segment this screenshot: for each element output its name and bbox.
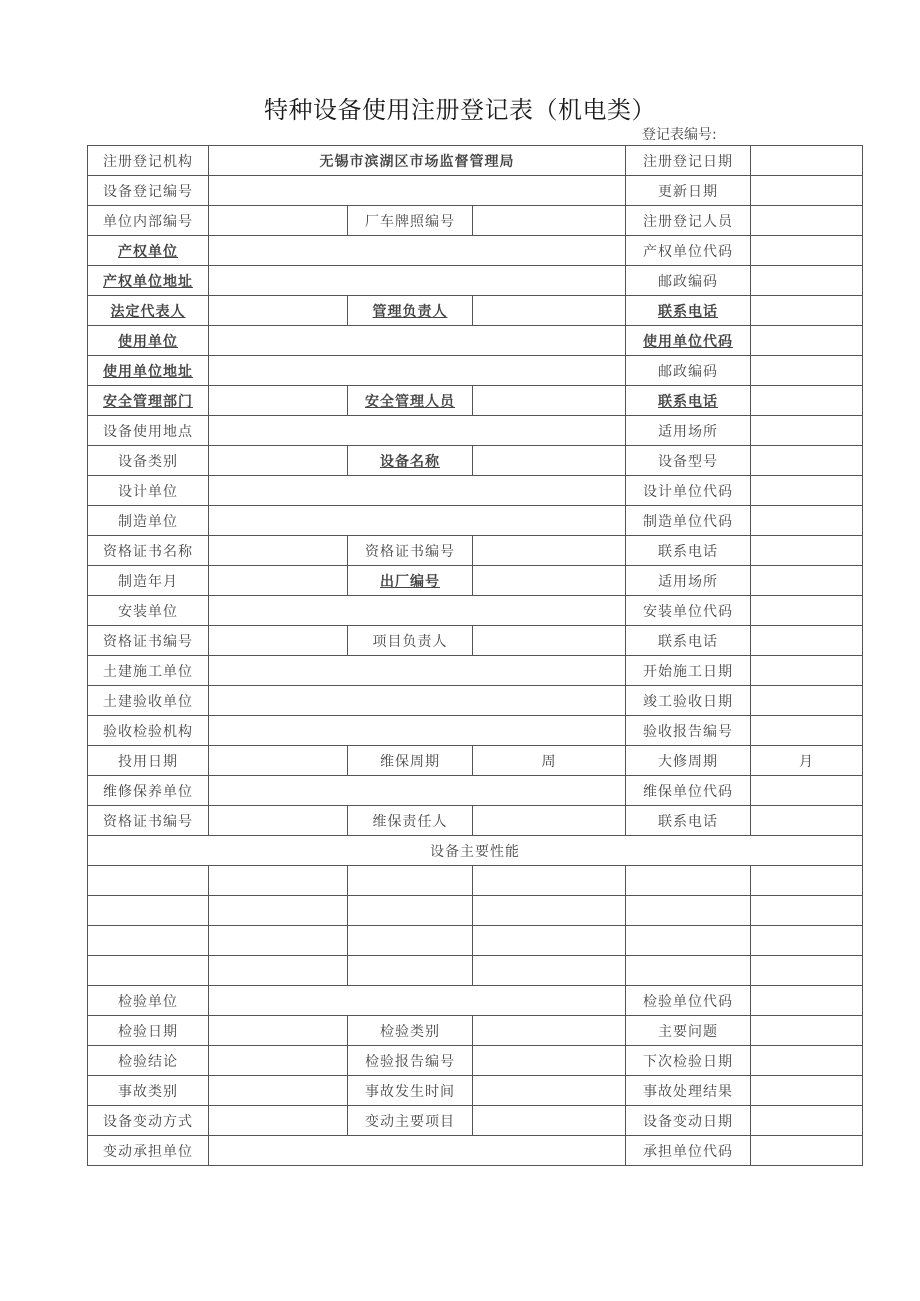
field-value-cell[interactable] <box>209 536 348 566</box>
table-row <box>88 656 863 686</box>
performance-row <box>88 866 863 896</box>
field-label: 开始施工日期 <box>626 656 751 686</box>
field-value-cell[interactable] <box>209 446 348 476</box>
field-label: 安装单位 <box>88 596 209 626</box>
field-value-cell[interactable] <box>751 716 863 746</box>
field-label: 出厂编号 <box>348 566 473 596</box>
field-label: 维保责任人 <box>348 806 473 836</box>
table-row <box>88 206 863 236</box>
field-value-cell[interactable] <box>751 1136 863 1166</box>
blank-cell[interactable] <box>88 866 209 896</box>
field-value-cell[interactable] <box>751 206 863 236</box>
form-title: 特种设备使用注册登记表（机电类） <box>264 96 656 124</box>
field-label: 设备名称 <box>348 446 473 476</box>
table-row <box>88 746 863 776</box>
field-value-cell[interactable] <box>473 536 626 566</box>
field-value-cell[interactable] <box>209 686 626 716</box>
table-row <box>88 1046 863 1076</box>
field-label: 设计单位代码 <box>626 476 751 506</box>
field-label: 设备变动方式 <box>88 1106 209 1136</box>
field-value-cell[interactable] <box>473 1046 626 1076</box>
field-label: 维保周期 <box>348 746 473 776</box>
blank-cell[interactable] <box>88 926 209 956</box>
field-value-cell[interactable] <box>209 1076 348 1106</box>
field-value-cell[interactable] <box>209 806 348 836</box>
field-label: 联系电话 <box>626 626 751 656</box>
field-label: 检验单位代码 <box>626 986 751 1016</box>
register-number-label: 登记表编号: <box>642 127 717 143</box>
field-value-cell[interactable] <box>751 356 863 386</box>
blank-cell[interactable] <box>473 866 626 896</box>
field-value-cell[interactable] <box>751 176 863 206</box>
field-label: 检验日期 <box>88 1016 209 1046</box>
table-row <box>88 716 863 746</box>
field-value-cell[interactable] <box>209 506 626 536</box>
table-row <box>88 416 863 446</box>
field-value-cell[interactable] <box>209 596 626 626</box>
field-value-cell[interactable] <box>751 416 863 446</box>
blank-cell[interactable] <box>751 926 863 956</box>
field-label: 联系电话 <box>626 536 751 566</box>
table-row <box>88 1016 863 1046</box>
field-value-cell[interactable] <box>209 1136 626 1166</box>
blank-cell[interactable] <box>751 896 863 926</box>
field-value-cell[interactable] <box>751 536 863 566</box>
table-row <box>88 356 863 386</box>
field-value-cell[interactable] <box>209 776 626 806</box>
field-value-cell[interactable] <box>209 416 626 446</box>
field-value-cell[interactable] <box>751 626 863 656</box>
field-value-cell[interactable] <box>751 686 863 716</box>
field-value-cell[interactable] <box>209 986 626 1016</box>
field-label: 投用日期 <box>88 746 209 776</box>
field-label: 管理负责人 <box>348 296 473 326</box>
table-row <box>88 326 863 356</box>
field-label: 变动承担单位 <box>88 1136 209 1166</box>
field-label: 产权单位地址 <box>88 266 209 296</box>
field-label: 验收报告编号 <box>626 716 751 746</box>
blank-cell[interactable] <box>88 896 209 926</box>
overhaul-cycle-unit[interactable]: 月 <box>751 746 863 776</box>
field-value-cell[interactable] <box>751 806 863 836</box>
blank-cell[interactable] <box>751 866 863 896</box>
field-label: 主要问题 <box>626 1016 751 1046</box>
blank-cell[interactable] <box>473 896 626 926</box>
field-value-cell[interactable] <box>751 236 863 266</box>
field-label: 事故处理结果 <box>626 1076 751 1106</box>
performance-section-header: 设备主要性能 <box>88 836 863 866</box>
blank-cell[interactable] <box>751 956 863 986</box>
field-value-cell[interactable] <box>473 806 626 836</box>
table-row <box>88 1106 863 1136</box>
blank-cell[interactable] <box>209 896 348 926</box>
field-value-cell[interactable] <box>751 476 863 506</box>
field-value-cell[interactable] <box>209 476 626 506</box>
field-value-cell[interactable] <box>751 776 863 806</box>
field-value-cell[interactable] <box>751 596 863 626</box>
field-label: 安全管理人员 <box>348 386 473 416</box>
field-value-cell[interactable] <box>209 296 348 326</box>
field-value-cell[interactable] <box>751 1106 863 1136</box>
table-row <box>88 686 863 716</box>
field-value-cell[interactable] <box>209 236 626 266</box>
field-value-cell[interactable] <box>751 146 863 176</box>
field-label: 制造单位 <box>88 506 209 536</box>
field-label: 设备登记编号 <box>88 176 209 206</box>
table-row <box>88 1136 863 1166</box>
table-row <box>88 176 863 206</box>
field-value-cell[interactable] <box>751 506 863 536</box>
field-label: 厂车牌照编号 <box>348 206 473 236</box>
field-label: 资格证书编号 <box>348 536 473 566</box>
field-label: 单位内部编号 <box>88 206 209 236</box>
field-value-cell[interactable] <box>209 1016 348 1046</box>
field-label: 维修保养单位 <box>88 776 209 806</box>
field-value-cell[interactable] <box>209 1106 348 1136</box>
field-value-cell[interactable] <box>751 386 863 416</box>
blank-cell[interactable] <box>626 896 751 926</box>
performance-row <box>88 896 863 926</box>
field-label: 承担单位代码 <box>626 1136 751 1166</box>
field-value-cell[interactable] <box>209 566 348 596</box>
table-row <box>88 146 863 176</box>
field-value-cell[interactable] <box>751 1016 863 1046</box>
blank-cell[interactable] <box>209 926 348 956</box>
table-row <box>88 296 863 326</box>
field-label: 检验结论 <box>88 1046 209 1076</box>
field-label: 检验单位 <box>88 986 209 1016</box>
field-label: 设备使用地点 <box>88 416 209 446</box>
field-label: 设计单位 <box>88 476 209 506</box>
table-row <box>88 566 863 596</box>
field-label: 竣工验收日期 <box>626 686 751 716</box>
field-value-cell[interactable] <box>473 296 626 326</box>
blank-cell[interactable] <box>626 866 751 896</box>
field-label: 注册登记机构 <box>88 146 209 176</box>
blank-cell[interactable] <box>348 896 473 926</box>
field-label: 更新日期 <box>626 176 751 206</box>
blank-cell[interactable] <box>209 956 348 986</box>
field-label: 资格证书编号 <box>88 626 209 656</box>
field-label: 检验报告编号 <box>348 1046 473 1076</box>
blank-cell[interactable] <box>348 926 473 956</box>
registration-authority-value: 无锡市滨湖区市场监督管理局 <box>209 146 626 176</box>
table-row <box>88 1076 863 1106</box>
field-label: 事故发生时间 <box>348 1076 473 1106</box>
field-value-cell[interactable] <box>473 386 626 416</box>
field-value-cell[interactable] <box>751 296 863 326</box>
field-value-cell[interactable] <box>751 986 863 1016</box>
table-row <box>88 446 863 476</box>
table-row <box>88 476 863 506</box>
field-label: 注册登记日期 <box>626 146 751 176</box>
table-row <box>88 236 863 266</box>
field-label: 土建验收单位 <box>88 686 209 716</box>
blank-cell[interactable] <box>348 866 473 896</box>
table-row <box>88 626 863 656</box>
blank-cell[interactable] <box>348 956 473 986</box>
field-label: 验收检验机构 <box>88 716 209 746</box>
field-value-cell[interactable] <box>473 1076 626 1106</box>
table-row <box>88 536 863 566</box>
field-value-cell[interactable] <box>751 1046 863 1076</box>
field-value-cell[interactable] <box>473 1016 626 1046</box>
field-value-cell[interactable] <box>209 716 626 746</box>
field-label: 适用场所 <box>626 416 751 446</box>
performance-row <box>88 926 863 956</box>
field-value-cell[interactable] <box>209 656 626 686</box>
field-label: 产权单位 <box>88 236 209 266</box>
field-label: 维保单位代码 <box>626 776 751 806</box>
maintenance-cycle-unit[interactable]: 周 <box>473 746 626 776</box>
field-label: 邮政编码 <box>626 266 751 296</box>
field-label: 联系电话 <box>626 296 751 326</box>
table-row <box>88 386 863 416</box>
field-label: 产权单位代码 <box>626 236 751 266</box>
field-value-cell[interactable] <box>751 266 863 296</box>
table-row <box>88 596 863 626</box>
field-value-cell[interactable] <box>751 1076 863 1106</box>
field-label: 注册登记人员 <box>626 206 751 236</box>
field-label: 使用单位代码 <box>626 326 751 356</box>
field-label: 使用单位 <box>88 326 209 356</box>
blank-cell[interactable] <box>626 956 751 986</box>
field-value-cell[interactable] <box>473 566 626 596</box>
table-row <box>88 266 863 296</box>
field-value-cell[interactable] <box>209 176 626 206</box>
field-label: 制造年月 <box>88 566 209 596</box>
field-label: 安装单位代码 <box>626 596 751 626</box>
blank-cell[interactable] <box>473 956 626 986</box>
field-label: 下次检验日期 <box>626 1046 751 1076</box>
field-label: 使用单位地址 <box>88 356 209 386</box>
blank-cell[interactable] <box>88 956 209 986</box>
field-label: 安全管理部门 <box>88 386 209 416</box>
field-value-cell[interactable] <box>209 206 348 236</box>
table-row <box>88 986 863 1016</box>
field-value-cell[interactable] <box>209 266 626 296</box>
field-label: 事故类别 <box>88 1076 209 1106</box>
field-label: 项目负责人 <box>348 626 473 656</box>
field-label: 设备类别 <box>88 446 209 476</box>
field-label: 检验类别 <box>348 1016 473 1046</box>
field-value-cell[interactable] <box>209 1046 348 1076</box>
registration-form-table <box>87 145 863 1166</box>
field-label: 法定代表人 <box>88 296 209 326</box>
field-value-cell[interactable] <box>209 626 348 656</box>
field-label: 联系电话 <box>626 806 751 836</box>
field-value-cell[interactable] <box>209 356 626 386</box>
field-label: 联系电话 <box>626 386 751 416</box>
blank-cell[interactable] <box>626 926 751 956</box>
field-value-cell[interactable] <box>473 1106 626 1136</box>
table-row <box>88 506 863 536</box>
field-value-cell[interactable] <box>209 326 626 356</box>
field-value-cell[interactable] <box>209 386 348 416</box>
field-label: 大修周期 <box>626 746 751 776</box>
blank-cell[interactable] <box>473 926 626 956</box>
field-label: 制造单位代码 <box>626 506 751 536</box>
field-value-cell[interactable] <box>473 446 626 476</box>
field-value-cell[interactable] <box>473 206 626 236</box>
field-label: 设备变动日期 <box>626 1106 751 1136</box>
field-label: 设备型号 <box>626 446 751 476</box>
field-value-cell[interactable] <box>751 656 863 686</box>
field-value-cell[interactable] <box>751 446 863 476</box>
performance-row <box>88 956 863 986</box>
field-value-cell[interactable] <box>473 626 626 656</box>
field-value-cell[interactable] <box>209 746 348 776</box>
table-row <box>88 776 863 806</box>
field-label: 资格证书编号 <box>88 806 209 836</box>
field-label: 邮政编码 <box>626 356 751 386</box>
field-value-cell[interactable] <box>751 326 863 356</box>
field-label: 变动主要项目 <box>348 1106 473 1136</box>
table-row <box>88 806 863 836</box>
field-label: 土建施工单位 <box>88 656 209 686</box>
table-row <box>88 836 863 866</box>
blank-cell[interactable] <box>209 866 348 896</box>
field-value-cell[interactable] <box>751 566 863 596</box>
field-label: 资格证书名称 <box>88 536 209 566</box>
field-label: 适用场所 <box>626 566 751 596</box>
